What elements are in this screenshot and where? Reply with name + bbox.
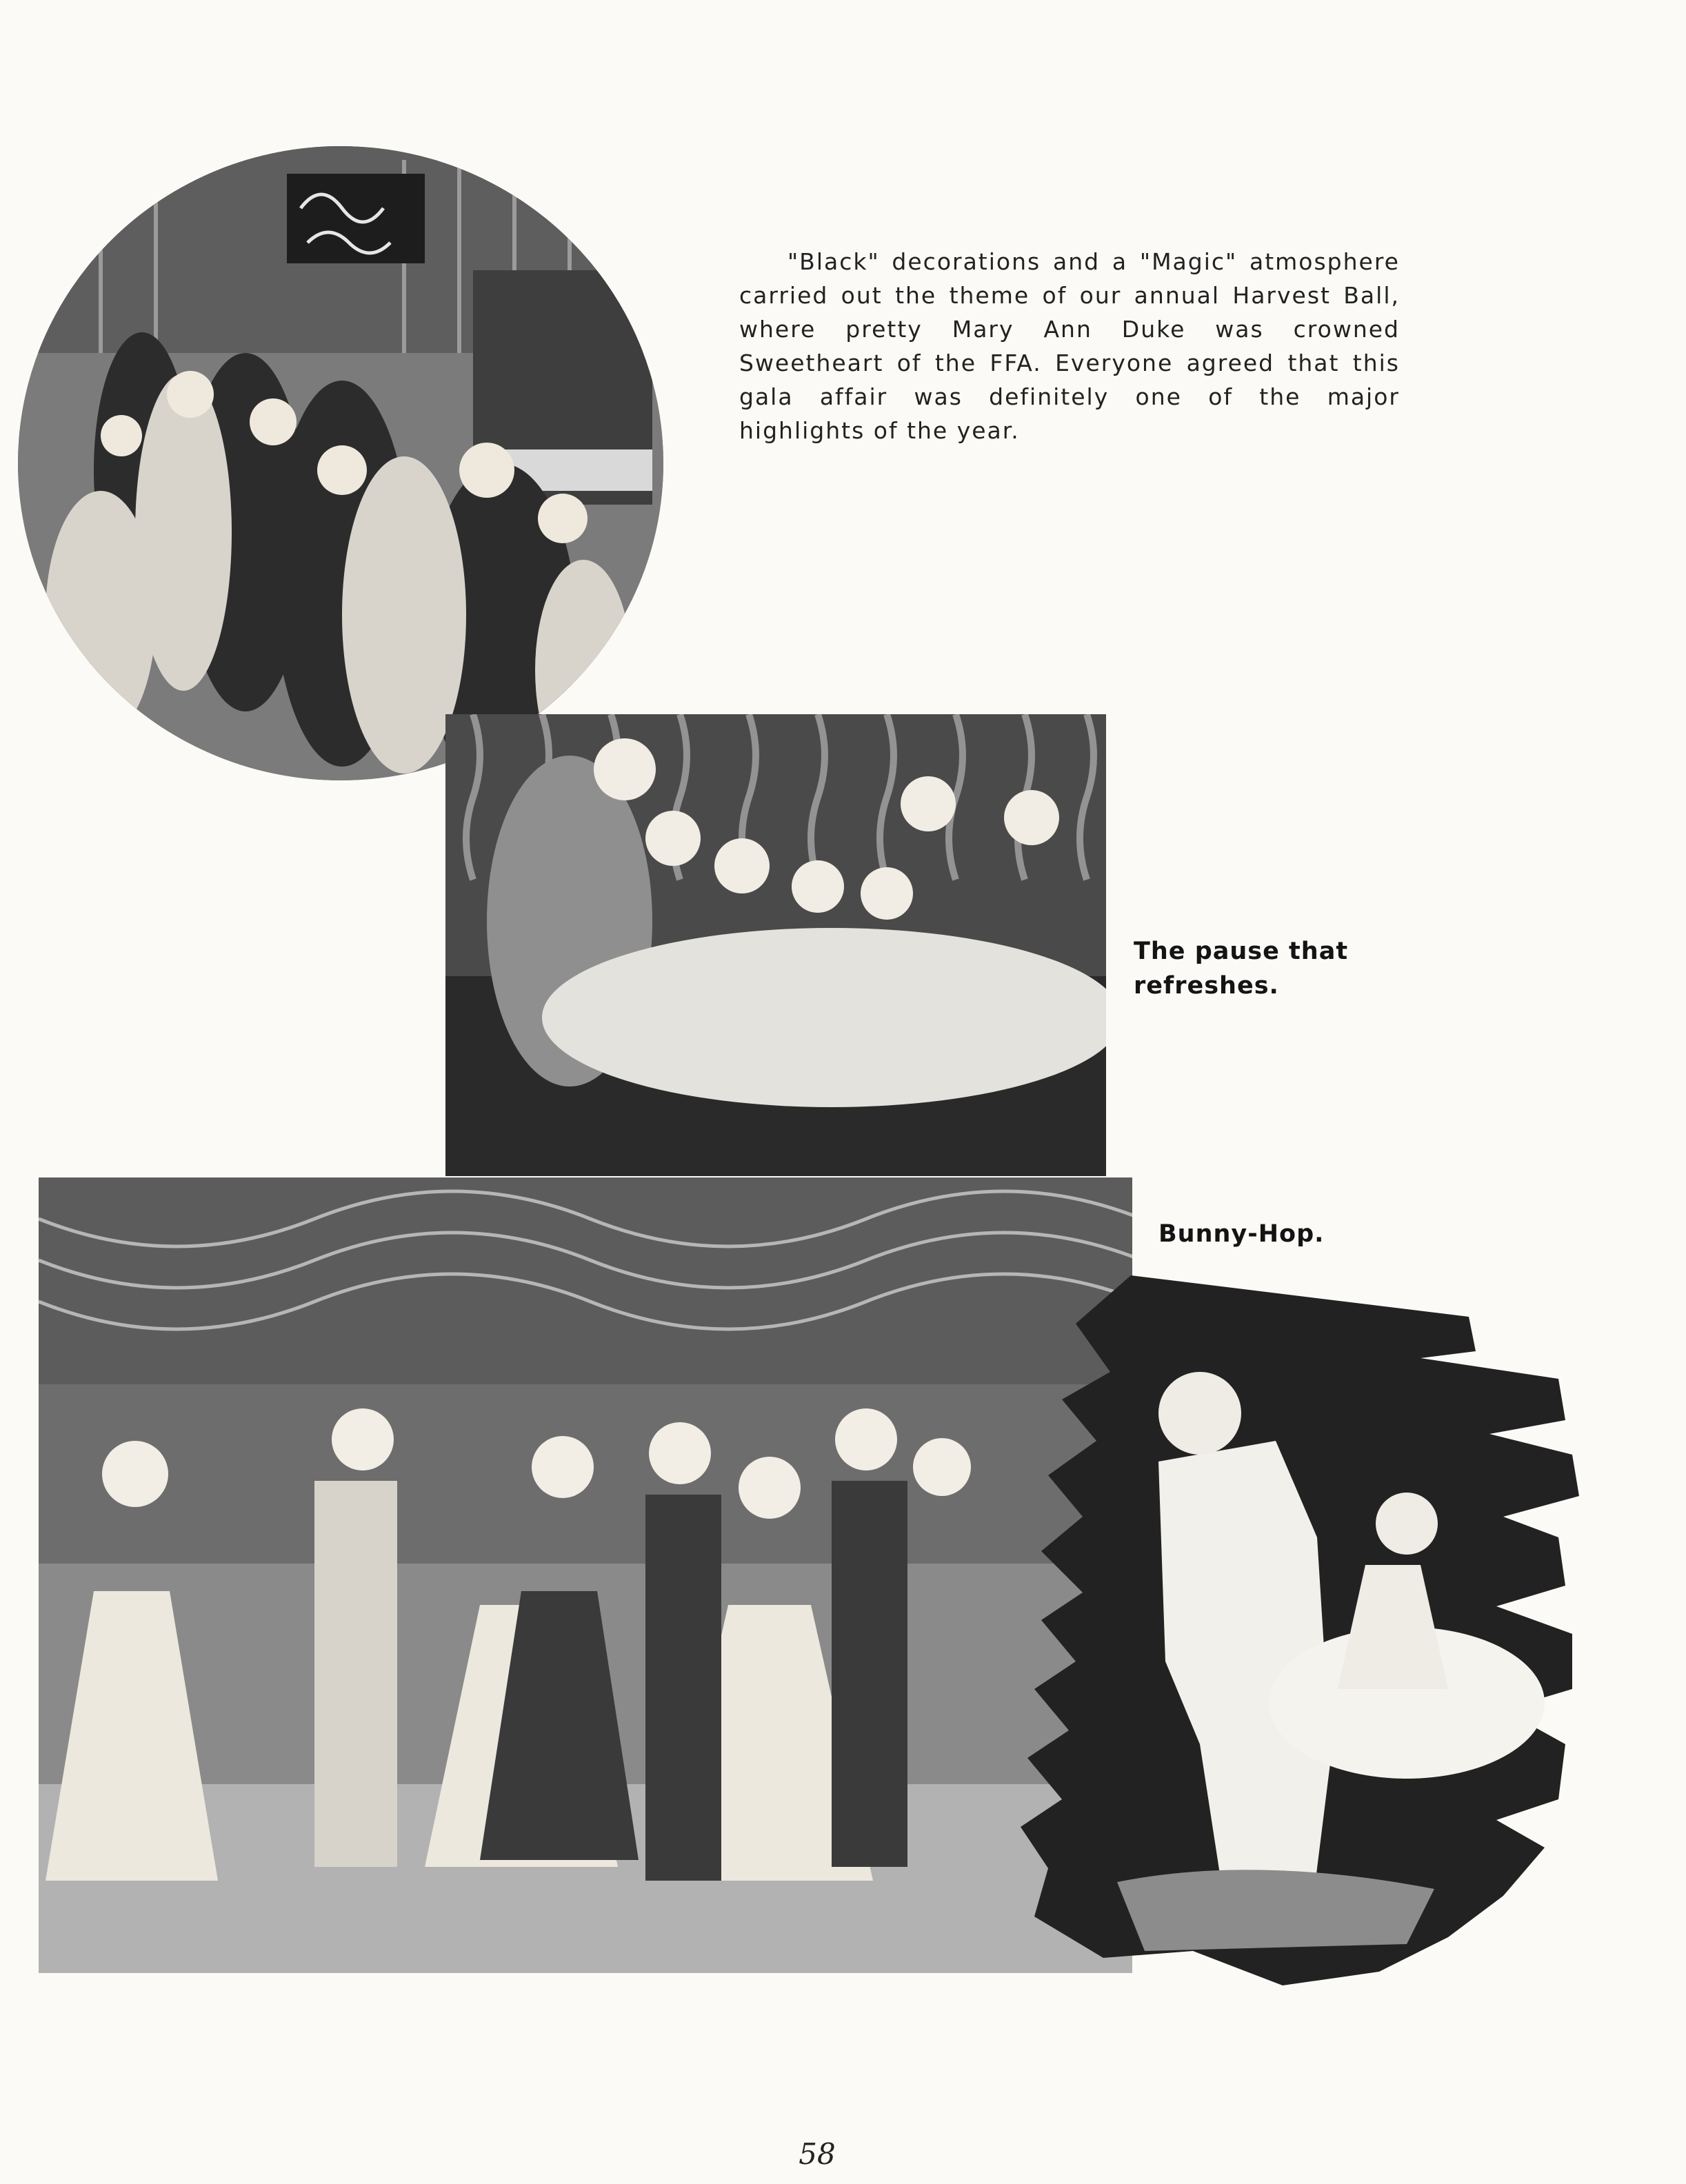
- conga-line-photo: [39, 1177, 1132, 1973]
- caption-bunny-hop: Bunny-Hop.: [1158, 1220, 1325, 1248]
- intro-paragraph: "Black" decorations and a "Magic" atmosphere carried out the theme of our annual Harvest Ball, where pretty Mary Ann Duke was crowned Sweetheart of the FFA. Everyone agreed that this gala affair was definitely one of the major highlights of the year.: [739, 248, 1400, 444]
- couch-couples-photo: [445, 714, 1106, 1176]
- page-number: 58: [799, 2137, 836, 2171]
- bunny-hop-couple-photo: [1021, 1275, 1580, 1985]
- harvest-ball-dance-photo: [18, 146, 663, 780]
- caption-pause-that-refreshes: The pause that refreshes.: [1134, 938, 1349, 1000]
